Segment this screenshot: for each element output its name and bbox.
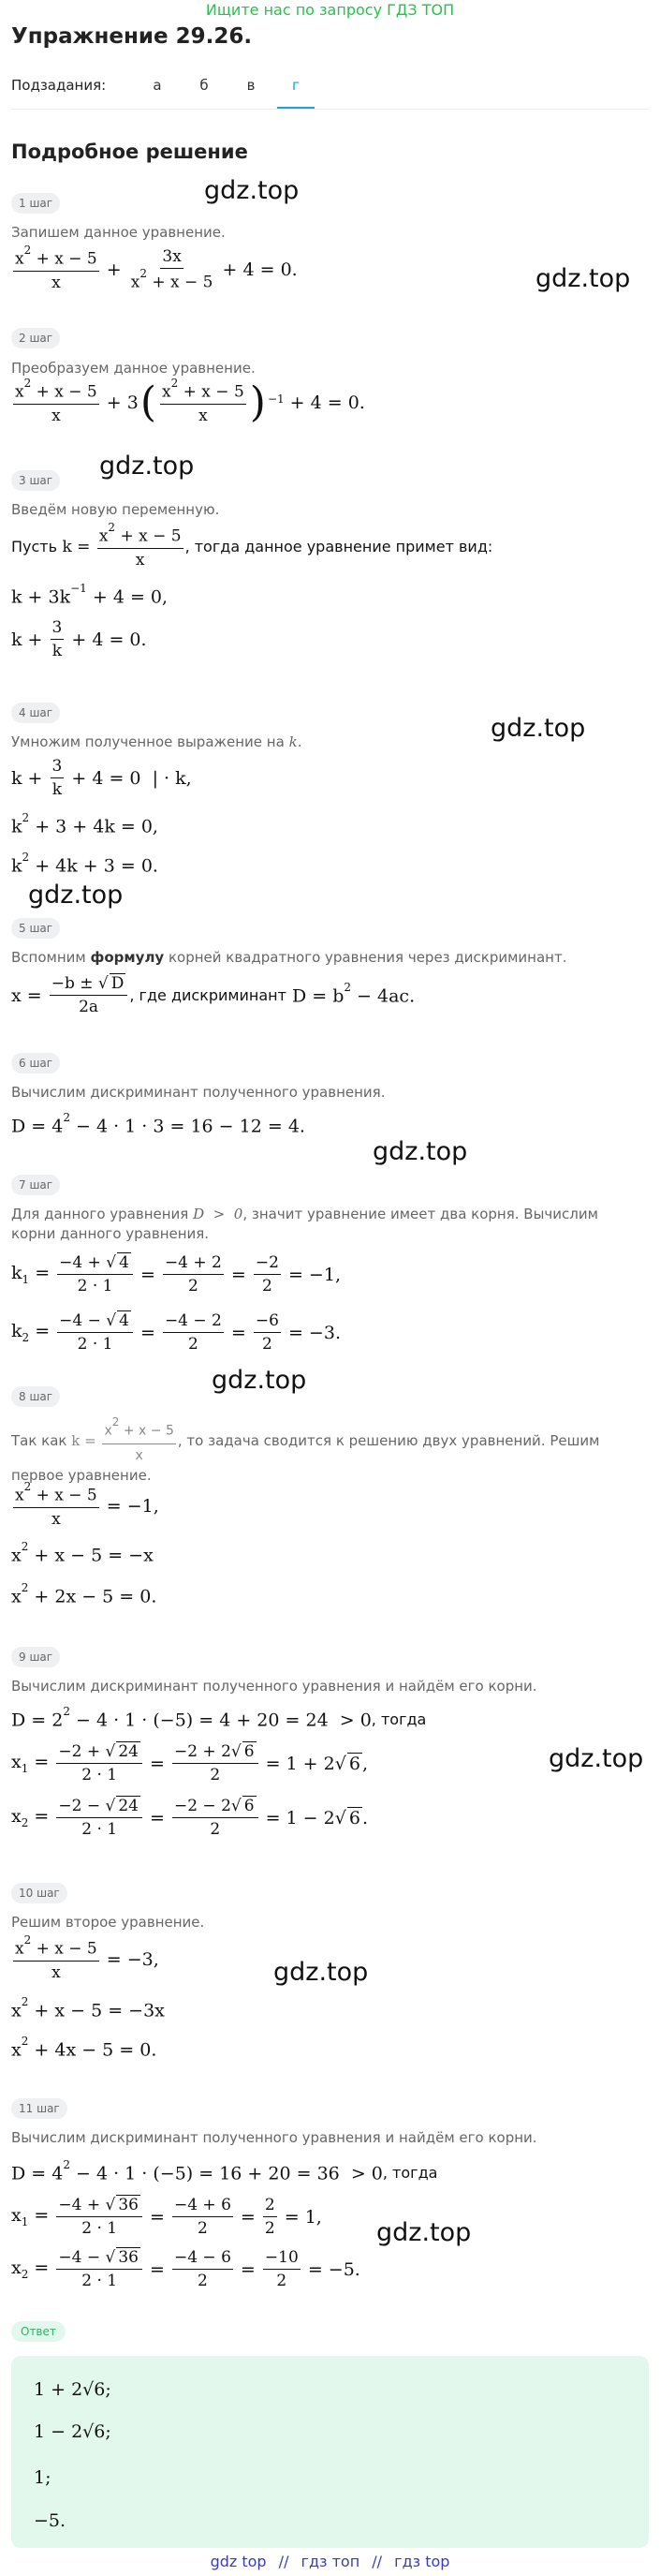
equation: $k_1$ = $\frac{-4 + √ 4}{2 \cdot 1}$ = $\frac{-4 + 2}{2}$ = $\frac{-2}{2}$ = −1, bbox=[11, 1253, 341, 1295]
equation: $\frac{x^2 + x - 5}{x}$ = −1, bbox=[15, 1480, 159, 1529]
step-text: Так как k = $\frac{x^2 + x - 5}{x}$ , то задача сводится к решению двух уравнений. Решим первое уравнение. bbox=[11, 1415, 600, 1484]
watermark: gdz.top bbox=[204, 176, 300, 205]
tab-a[interactable]: а bbox=[153, 77, 162, 94]
tab-v[interactable]: в bbox=[246, 77, 256, 94]
step-text: Запишем данное уравнение. bbox=[11, 224, 226, 241]
equation: k + $\frac{3}{k}$ + 4 = 0. bbox=[11, 618, 147, 660]
watermark: gdz.top bbox=[535, 264, 631, 293]
equation: $x_2$ = $\frac{-2 - √ 24}{2 \cdot 1}$ = $\frac{-2 - 2√ 6}{2}$ = 1 − 2√ 6 . bbox=[11, 1797, 368, 1839]
answer-value: 1 + 2√6; bbox=[34, 2379, 111, 2400]
answer-value: 1; bbox=[34, 2467, 51, 2488]
footer-separator: // bbox=[278, 2553, 289, 2570]
step-badge: 11 шаг bbox=[11, 2098, 67, 2119]
step-badge: 2 шаг bbox=[11, 328, 60, 348]
step-text: Введём новую переменную. bbox=[11, 501, 220, 518]
equation: $k^2 + 4k + 3 = 0$. bbox=[11, 851, 158, 877]
answer-value: −5. bbox=[34, 2510, 66, 2531]
search-banner[interactable]: Ищите нас по запросу ГДЗ ТОП bbox=[205, 1, 455, 19]
equation: Пусть k = $\frac{x^2 + x - 5}{x}$ , тогда данное уравнение примет вид: bbox=[11, 521, 493, 570]
equation: $\frac{x^2 + x - 5}{x}$ + $\frac{3x}{x^2 + x - 5}$ + 4 = 0. bbox=[15, 244, 298, 292]
answer-value: 1 − 2√6; bbox=[34, 2421, 111, 2442]
step-badge: 4 шаг bbox=[11, 703, 60, 723]
footer-link[interactable]: gdz top bbox=[210, 2553, 267, 2570]
equation: $D = 4^2 - 4 \cdot 1 \cdot 3 = 16 - 12 = 4$. bbox=[11, 1111, 305, 1137]
step-badge: 10 шаг bbox=[11, 1883, 67, 1903]
equation: $x_2$ = $\frac{-4 - √ 36}{2 \cdot 1}$ = $\frac{-4 - 6}{2}$ = $\frac{-10}{2}$ = −5. bbox=[11, 2248, 360, 2290]
step-badge: 8 шаг bbox=[11, 1386, 60, 1407]
step-text: Вычислим дискриминант полученного уравнения и найдём его корни. bbox=[11, 2129, 537, 2146]
step-text: Вычислим дискриминант полученного уравнения и найдём его корни. bbox=[11, 1678, 537, 1695]
equation: $x^2 + 4x - 5 = 0$. bbox=[11, 2035, 157, 2061]
equation: $x^2 + 2x - 5 = 0$. bbox=[11, 1581, 157, 1607]
equation: $\frac{x^2 + x - 5}{x}$ + 3 ( $\frac{x^2 + x - 5}{x}$ ) $^{-1}$ + 4 = 0. bbox=[15, 377, 365, 426]
footer-separator: // bbox=[372, 2553, 383, 2570]
tab-b[interactable]: б bbox=[199, 77, 209, 94]
watermark: gdz.top bbox=[28, 881, 124, 910]
equation: $x_1$ = $\frac{-2 + √ 24}{2 \cdot 1}$ = $\frac{-2 + 2√ 6}{2}$ = 1 + 2√ 6 , bbox=[11, 1742, 368, 1784]
step-badge: 9 шаг bbox=[11, 1647, 60, 1667]
solution-title: Подробное решение bbox=[11, 141, 248, 163]
watermark: gdz.top bbox=[273, 1958, 369, 1987]
equation: $x^2 + x - 5 = -3x$ bbox=[11, 1995, 165, 2021]
watermark: gdz.top bbox=[99, 452, 195, 481]
watermark: gdz.top bbox=[376, 2218, 472, 2247]
equation: k + $\frac{3}{k}$ + 4 = 0 | · k, bbox=[11, 757, 192, 799]
step-text: Для данного уравнения D > 0, значит уравнение имеет два корня. Вычислим корни данного уравнения. bbox=[11, 1206, 598, 1242]
step-intro: Пусть bbox=[11, 538, 58, 556]
watermark: gdz.top bbox=[373, 1137, 468, 1166]
tab-g[interactable]: г bbox=[277, 77, 315, 109]
equation: x = $\frac{-b \pm √ D}{2a}$ , где дискриминант $D = b^2 - 4ac$. bbox=[11, 974, 416, 1016]
equation: $D = 2^2 - 4 \cdot 1 \cdot (-5) = 4 + 20 = 24 > 0$ , тогда bbox=[11, 1705, 427, 1731]
equation: $D = 4^2 - 4 \cdot 1 \cdot (-5) = 16 + 20 = 36 > 0$ , тогда bbox=[11, 2158, 438, 2184]
equation: $k + 3k^{-1} + 4 = 0$, bbox=[11, 582, 169, 608]
step-text: Умножим полученное выражение на k. bbox=[11, 733, 302, 750]
step-badge: 5 шаг bbox=[11, 918, 60, 939]
answer-badge: Ответ bbox=[11, 2321, 66, 2342]
equation: $k^2 + 3 + 4k = 0$, bbox=[11, 811, 158, 837]
watermark: gdz.top bbox=[549, 1744, 644, 1773]
equation: $\frac{x^2 + x - 5}{x}$ = −3, bbox=[15, 1933, 159, 1982]
step-badge: 7 шаг bbox=[11, 1175, 60, 1195]
step-intro-tail: , тогда данное уравнение примет вид: bbox=[184, 538, 493, 556]
subtasks-bar bbox=[11, 77, 648, 109]
step-badge: 3 шаг bbox=[11, 470, 60, 491]
step-text: Вспомним формулу корней квадратного уравнения через дискриминант. bbox=[11, 949, 567, 966]
formula-link[interactable]: формулу bbox=[90, 949, 165, 966]
step-text: Вычислим дискриминант полученного уравнения. bbox=[11, 1084, 386, 1101]
footer-link[interactable]: гдз топ bbox=[301, 2553, 360, 2570]
exercise-title: Упражнение 29.26. bbox=[11, 24, 253, 49]
equation: $x_1$ = $\frac{-4 + √ 36}{2 \cdot 1}$ = $\frac{-4 + 6}{2}$ = $\frac{2}{2}$ = 1, bbox=[11, 2196, 322, 2238]
step-badge: 6 шаг bbox=[11, 1053, 60, 1073]
footer-links bbox=[0, 2553, 660, 2570]
equation: $x^2 + x - 5 = -x$ bbox=[11, 1540, 154, 1566]
watermark: gdz.top bbox=[212, 1366, 307, 1395]
watermark: gdz.top bbox=[491, 714, 586, 743]
divider bbox=[11, 109, 649, 110]
equation: $k_2$ = $\frac{-4 - √ 4}{2 \cdot 1}$ = $\frac{-4 - 2}{2}$ = $\frac{-6}{2}$ = −3. bbox=[11, 1311, 341, 1354]
step-badge: 1 шаг bbox=[11, 193, 60, 214]
step-text: Решим второе уравнение. bbox=[11, 1914, 205, 1931]
subtasks-label: Подзадания: bbox=[11, 77, 107, 94]
footer-link[interactable]: гдз top bbox=[394, 2553, 450, 2570]
step-text: Преобразуем данное уравнение. bbox=[11, 360, 256, 377]
